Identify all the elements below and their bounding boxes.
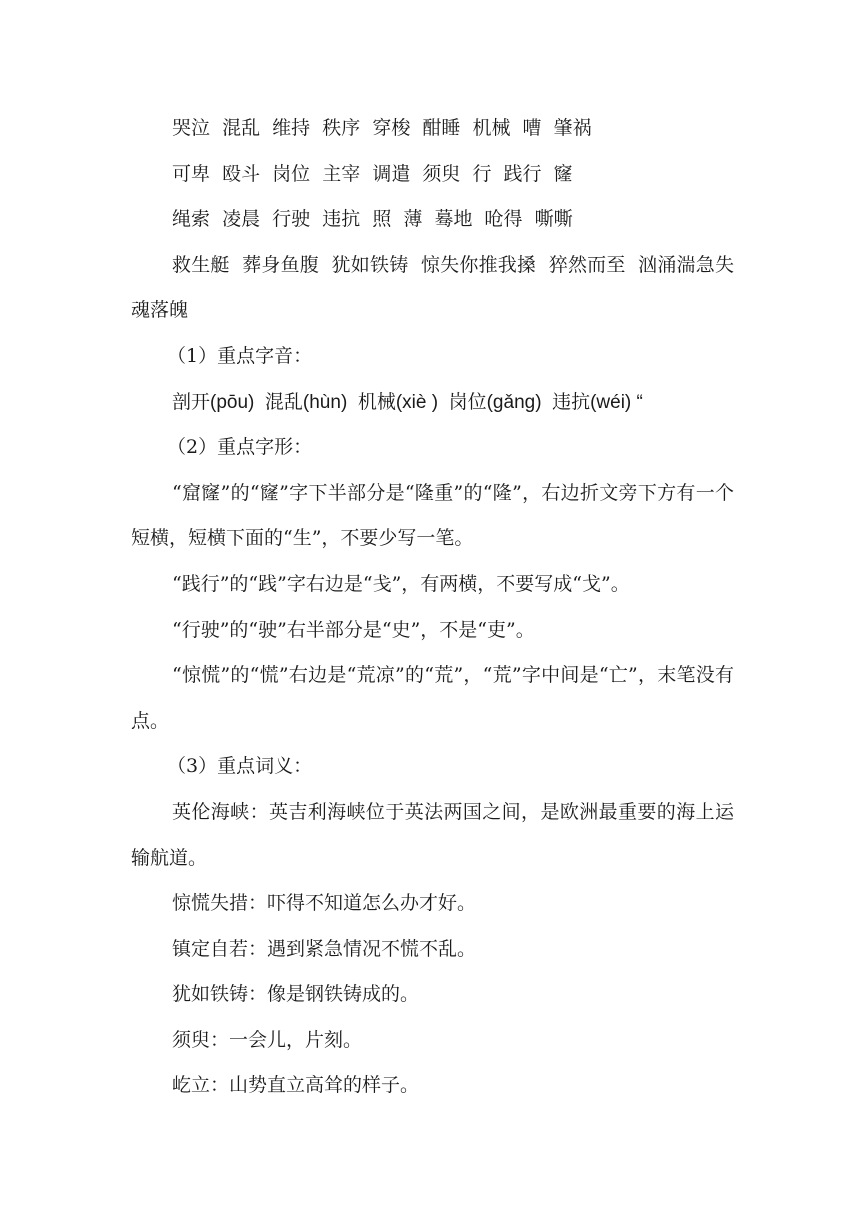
vocab-line: 哭泣 混乱 维持 秩序 穿梭 酣睡 机械 嘈 肇祸: [172, 117, 592, 139]
meaning-paragraph: 惊慌失措：吓得不知道怎么办才好。: [172, 892, 477, 915]
meaning-paragraph: 屹立：山势直立高耸的样子。: [172, 1074, 420, 1097]
section-heading-meaning: （3）重点词义：: [167, 755, 313, 778]
meaning-paragraph: 镇定自若：遇到紧急情况不慌不乱。: [172, 937, 477, 960]
form-paragraph: “行驶”的“驶”右半部分是“史”，不是“吏”。: [172, 618, 535, 641]
vocab-line: 可卑 殴斗 岗位 主宰 调遣 须臾 行 践行 窿: [172, 162, 573, 185]
idiom-paragraph: 救生艇 葬身鱼腹 犹如铁铸 惊失你推我搡 猝然而至 汹涌湍急失魂落魄: [131, 253, 734, 322]
meaning-paragraph: 英伦海峡：英吉利海峡位于英法两国之间，是欧洲最重要的海上运输航道。: [131, 800, 734, 869]
meaning-paragraph: 犹如铁铸：像是钢铁铸成的。: [172, 983, 420, 1006]
section-heading-form: （2）重点字形：: [167, 436, 313, 459]
vocab-line: 绳索 凌晨 行驶 违抗 照 薄 蓦地 呛得 嘶嘶: [172, 208, 573, 231]
section-heading-pronunciation: （1）重点字音：: [167, 344, 313, 367]
pronunciation-line: 剖开(pōu) 混乱(hùn) 机械(xiè ) 岗位(gǎng) 违抗(wéi) “: [172, 391, 643, 413]
form-paragraph: “践行”的“践”字右边是“戋”，有两横，不要写成“戈”。: [172, 572, 630, 595]
form-paragraph: “窟窿”的“窿”字下半部分是“隆重”的“隆”，右边折文旁下方有一个短横，短横下面的“生”，不要少写一笔。: [131, 481, 734, 550]
form-paragraph: “惊慌”的“慌”右边是“荒凉”的“荒”，“荒”字中间是“亡”，末笔没有点。: [131, 664, 734, 732]
meaning-paragraph: 须臾：一会儿，片刻。: [172, 1028, 363, 1051]
